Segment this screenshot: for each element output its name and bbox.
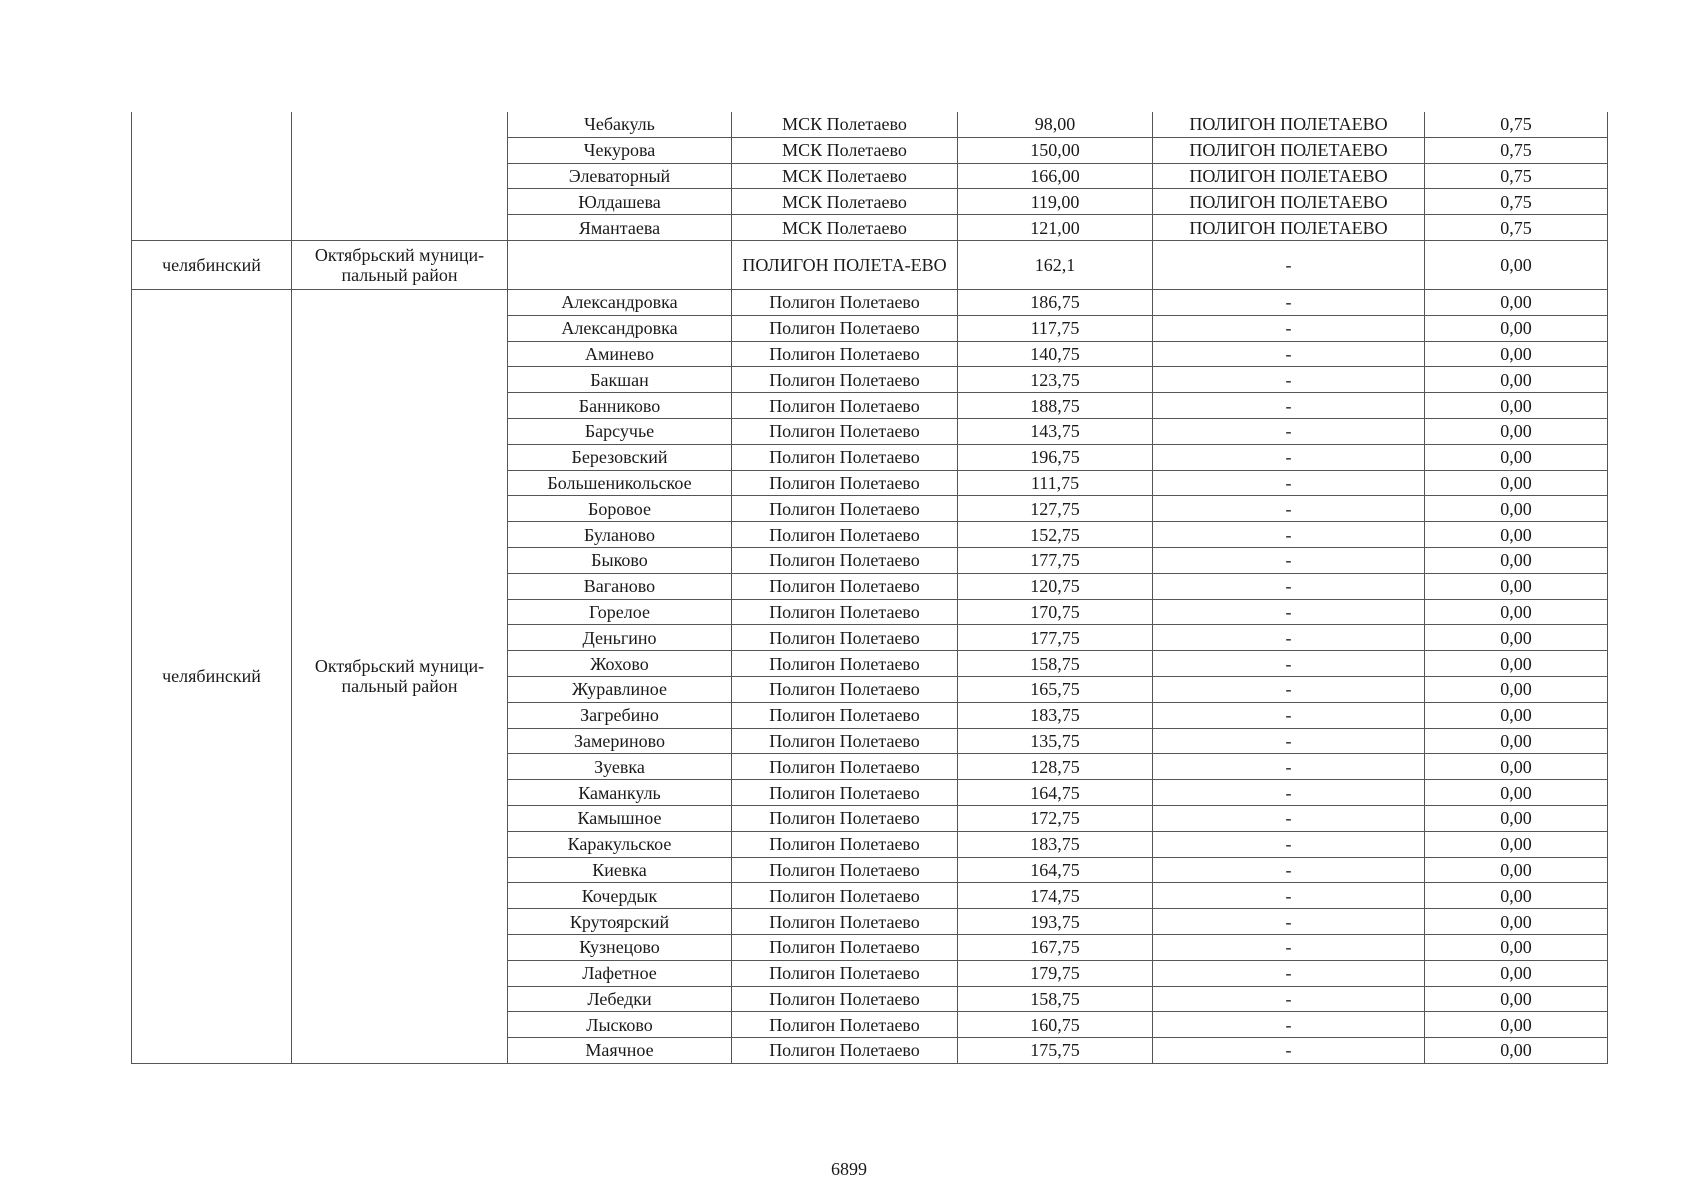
locality-cell: Чекурова xyxy=(508,137,732,163)
tariff-cell: 0,00 xyxy=(1425,367,1608,393)
distance-cell: 166,00 xyxy=(958,163,1153,189)
locality-cell: Кузнецово xyxy=(508,934,732,960)
tariff-cell: 0,00 xyxy=(1425,805,1608,831)
distance-cell: 121,00 xyxy=(958,215,1153,241)
target-cell: ПОЛИГОН ПОЛЕТАЕВО xyxy=(1153,112,1425,137)
source-cell: Полигон Полетаево xyxy=(732,883,958,909)
tariff-cell: 0,75 xyxy=(1425,163,1608,189)
distance-cell: 183,75 xyxy=(958,702,1153,728)
locality-cell: Зуевка xyxy=(508,754,732,780)
distance-cell: 175,75 xyxy=(958,1038,1153,1064)
distance-cell: 177,75 xyxy=(958,625,1153,651)
locality-cell: Буланово xyxy=(508,522,732,548)
source-cell: Полигон Полетаево xyxy=(732,341,958,367)
locality-cell: Лебедки xyxy=(508,986,732,1012)
locality-cell: Быково xyxy=(508,547,732,573)
tariff-cell: 0,00 xyxy=(1425,1038,1608,1064)
source-cell: Полигон Полетаево xyxy=(732,599,958,625)
source-cell: Полигон Полетаево xyxy=(732,444,958,470)
locality-cell: Горелое xyxy=(508,599,732,625)
distance-cell: 127,75 xyxy=(958,496,1153,522)
target-cell: - xyxy=(1153,960,1425,986)
target-cell: - xyxy=(1153,805,1425,831)
target-cell: - xyxy=(1153,702,1425,728)
tariff-cell: 0,00 xyxy=(1425,418,1608,444)
source-cell: Полигон Полетаево xyxy=(732,651,958,677)
tariff-cell: 0,00 xyxy=(1425,934,1608,960)
tariff-cell: 0,00 xyxy=(1425,547,1608,573)
source-cell: Полигон Полетаево xyxy=(732,728,958,754)
target-cell: - xyxy=(1153,780,1425,806)
target-cell: - xyxy=(1153,341,1425,367)
distance-cell: 164,75 xyxy=(958,780,1153,806)
tariff-cell: 0,00 xyxy=(1425,728,1608,754)
source-cell: Полигон Полетаево xyxy=(732,702,958,728)
source-cell: Полигон Полетаево xyxy=(732,1012,958,1038)
target-cell: - xyxy=(1153,522,1425,548)
target-cell: - xyxy=(1153,909,1425,935)
target-cell: ПОЛИГОН ПОЛЕТАЕВО xyxy=(1153,215,1425,241)
target-cell: - xyxy=(1153,651,1425,677)
source-cell: Полигон Полетаево xyxy=(732,367,958,393)
source-cell: Полигон Полетаево xyxy=(732,909,958,935)
distance-cell: 123,75 xyxy=(958,367,1153,393)
locality-cell: Ваганово xyxy=(508,573,732,599)
tariff-cell: 0,00 xyxy=(1425,676,1608,702)
distance-cell: 111,75 xyxy=(958,470,1153,496)
distance-cell: 117,75 xyxy=(958,315,1153,341)
tariff-cell: 0,00 xyxy=(1425,857,1608,883)
distance-cell: 152,75 xyxy=(958,522,1153,548)
source-cell: Полигон Полетаево xyxy=(732,934,958,960)
distance-cell: 140,75 xyxy=(958,341,1153,367)
distance-cell: 119,00 xyxy=(958,189,1153,215)
tariff-cell: 0,00 xyxy=(1425,883,1608,909)
distance-cell: 120,75 xyxy=(958,573,1153,599)
source-cell: Полигон Полетаево xyxy=(732,315,958,341)
zone-cell: челябинский xyxy=(132,289,292,1063)
source-cell: Полигон Полетаево xyxy=(732,676,958,702)
zone-cell xyxy=(132,112,292,240)
tariff-cell: 0,00 xyxy=(1425,625,1608,651)
distance-cell: 165,75 xyxy=(958,676,1153,702)
locality-cell: Аминево xyxy=(508,341,732,367)
locality-cell: Камышное xyxy=(508,805,732,831)
source-cell: Полигон Полетаево xyxy=(732,547,958,573)
district-cell: Октябрьский муници-пальный район xyxy=(292,289,508,1063)
source-cell: Полигон Полетаево xyxy=(732,470,958,496)
distance-cell: 177,75 xyxy=(958,547,1153,573)
tariff-cell: 0,00 xyxy=(1425,289,1608,315)
distance-cell: 158,75 xyxy=(958,986,1153,1012)
source-cell: Полигон Полетаево xyxy=(732,418,958,444)
distance-cell: 150,00 xyxy=(958,137,1153,163)
target-cell: - xyxy=(1153,599,1425,625)
locality-cell: Александровка xyxy=(508,315,732,341)
tariff-cell: 0,75 xyxy=(1425,215,1608,241)
tariff-cell: 0,00 xyxy=(1425,831,1608,857)
distance-cell: 188,75 xyxy=(958,393,1153,419)
tariff-cell: 0,00 xyxy=(1425,651,1608,677)
tariff-cell: 0,00 xyxy=(1425,393,1608,419)
source-cell: Полигон Полетаево xyxy=(732,625,958,651)
distance-cell: 196,75 xyxy=(958,444,1153,470)
page-number: 6899 xyxy=(831,1159,867,1179)
target-cell: - xyxy=(1153,883,1425,909)
tariff-cell: 0,00 xyxy=(1425,702,1608,728)
zone-cell: челябинский xyxy=(132,240,292,289)
locality-cell: Александровка xyxy=(508,289,732,315)
source-cell: МСК Полетаево xyxy=(732,189,958,215)
locality-cell: Ямантаева xyxy=(508,215,732,241)
locality-cell: Каракульское xyxy=(508,831,732,857)
source-cell: Полигон Полетаево xyxy=(732,1038,958,1064)
tariff-cell: 0,00 xyxy=(1425,986,1608,1012)
tariff-cell: 0,00 xyxy=(1425,573,1608,599)
locality-cell: Маячное xyxy=(508,1038,732,1064)
tariff-cell: 0,00 xyxy=(1425,522,1608,548)
source-cell: Полигон Полетаево xyxy=(732,573,958,599)
target-cell: - xyxy=(1153,857,1425,883)
locality-cell: Загребино xyxy=(508,702,732,728)
source-cell: Полигон Полетаево xyxy=(732,289,958,315)
distance-cell: 128,75 xyxy=(958,754,1153,780)
locality-cell: Чебакуль xyxy=(508,112,732,137)
target-cell: - xyxy=(1153,754,1425,780)
tariff-cell: 0,75 xyxy=(1425,137,1608,163)
distance-cell: 170,75 xyxy=(958,599,1153,625)
target-cell: - xyxy=(1153,625,1425,651)
locality-cell: Большеникольское xyxy=(508,470,732,496)
locality-cell: Жохово xyxy=(508,651,732,677)
source-cell: Полигон Полетаево xyxy=(732,960,958,986)
source-cell: Полигон Полетаево xyxy=(732,780,958,806)
distance-cell: 158,75 xyxy=(958,651,1153,677)
tariff-cell: 0,00 xyxy=(1425,1012,1608,1038)
source-cell: Полигон Полетаево xyxy=(732,831,958,857)
locality-cell: Журавлиное xyxy=(508,676,732,702)
locality-cell: Юлдашева xyxy=(508,189,732,215)
locality-cell: Каманкуль xyxy=(508,780,732,806)
target-cell: - xyxy=(1153,470,1425,496)
locality-cell: Лысково xyxy=(508,1012,732,1038)
source-cell: ПОЛИГОН ПОЛЕТА-ЕВО xyxy=(732,240,958,289)
waste-route-table xyxy=(131,112,1608,1064)
locality-cell: Банниково xyxy=(508,393,732,419)
locality-cell: Крутоярский xyxy=(508,909,732,935)
source-cell: МСК Полетаево xyxy=(732,163,958,189)
tariff-cell: 0,00 xyxy=(1425,780,1608,806)
target-cell: - xyxy=(1153,547,1425,573)
tariff-cell: 0,00 xyxy=(1425,909,1608,935)
tariff-cell: 0,00 xyxy=(1425,470,1608,496)
table-row xyxy=(132,289,1608,315)
target-cell: - xyxy=(1153,393,1425,419)
distance-cell: 179,75 xyxy=(958,960,1153,986)
target-cell: - xyxy=(1153,728,1425,754)
tariff-cell: 0,00 xyxy=(1425,240,1608,289)
distance-cell: 183,75 xyxy=(958,831,1153,857)
source-cell: МСК Полетаево xyxy=(732,112,958,137)
source-cell: МСК Полетаево xyxy=(732,215,958,241)
distance-cell: 143,75 xyxy=(958,418,1153,444)
source-cell: Полигон Полетаево xyxy=(732,805,958,831)
locality-cell: Бакшан xyxy=(508,367,732,393)
target-cell: - xyxy=(1153,444,1425,470)
locality-cell: Боровое xyxy=(508,496,732,522)
target-cell: - xyxy=(1153,240,1425,289)
locality-cell xyxy=(508,240,732,289)
source-cell: Полигон Полетаево xyxy=(732,522,958,548)
distance-cell: 167,75 xyxy=(958,934,1153,960)
source-cell: Полигон Полетаево xyxy=(732,496,958,522)
table-body xyxy=(132,112,1608,1063)
target-cell: - xyxy=(1153,1038,1425,1064)
distance-cell: 164,75 xyxy=(958,857,1153,883)
district-cell: Октябрьский муници-пальный район xyxy=(292,240,508,289)
table-row xyxy=(132,112,1608,137)
source-cell: Полигон Полетаево xyxy=(732,986,958,1012)
target-cell: ПОЛИГОН ПОЛЕТАЕВО xyxy=(1153,189,1425,215)
locality-cell: Деньгино xyxy=(508,625,732,651)
distance-cell: 172,75 xyxy=(958,805,1153,831)
target-cell: - xyxy=(1153,934,1425,960)
locality-cell: Кочердык xyxy=(508,883,732,909)
distance-cell: 174,75 xyxy=(958,883,1153,909)
distance-cell: 135,75 xyxy=(958,728,1153,754)
distance-cell: 186,75 xyxy=(958,289,1153,315)
locality-cell: Лафетное xyxy=(508,960,732,986)
target-cell: - xyxy=(1153,367,1425,393)
tariff-cell: 0,00 xyxy=(1425,754,1608,780)
distance-cell: 193,75 xyxy=(958,909,1153,935)
source-cell: Полигон Полетаево xyxy=(732,857,958,883)
target-cell: - xyxy=(1153,831,1425,857)
summary-row xyxy=(132,240,1608,289)
source-cell: МСК Полетаево xyxy=(732,137,958,163)
tariff-cell: 0,00 xyxy=(1425,341,1608,367)
distance-cell: 160,75 xyxy=(958,1012,1153,1038)
target-cell: ПОЛИГОН ПОЛЕТАЕВО xyxy=(1153,163,1425,189)
source-cell: Полигон Полетаево xyxy=(732,754,958,780)
tariff-cell: 0,75 xyxy=(1425,189,1608,215)
target-cell: - xyxy=(1153,418,1425,444)
locality-cell: Замериново xyxy=(508,728,732,754)
target-cell: ПОЛИГОН ПОЛЕТАЕВО xyxy=(1153,137,1425,163)
target-cell: - xyxy=(1153,496,1425,522)
locality-cell: Элеваторный xyxy=(508,163,732,189)
target-cell: - xyxy=(1153,289,1425,315)
target-cell: - xyxy=(1153,315,1425,341)
distance-cell: 162,1 xyxy=(958,240,1153,289)
tariff-cell: 0,00 xyxy=(1425,315,1608,341)
source-cell: Полигон Полетаево xyxy=(732,393,958,419)
target-cell: - xyxy=(1153,573,1425,599)
target-cell: - xyxy=(1153,986,1425,1012)
district-cell xyxy=(292,112,508,240)
tariff-cell: 0,00 xyxy=(1425,599,1608,625)
tariff-cell: 0,75 xyxy=(1425,112,1608,137)
locality-cell: Березовский xyxy=(508,444,732,470)
tariff-cell: 0,00 xyxy=(1425,444,1608,470)
tariff-cell: 0,00 xyxy=(1425,960,1608,986)
locality-cell: Барсучье xyxy=(508,418,732,444)
locality-cell: Киевка xyxy=(508,857,732,883)
distance-cell: 98,00 xyxy=(958,112,1153,137)
target-cell: - xyxy=(1153,676,1425,702)
tariff-cell: 0,00 xyxy=(1425,496,1608,522)
target-cell: - xyxy=(1153,1012,1425,1038)
